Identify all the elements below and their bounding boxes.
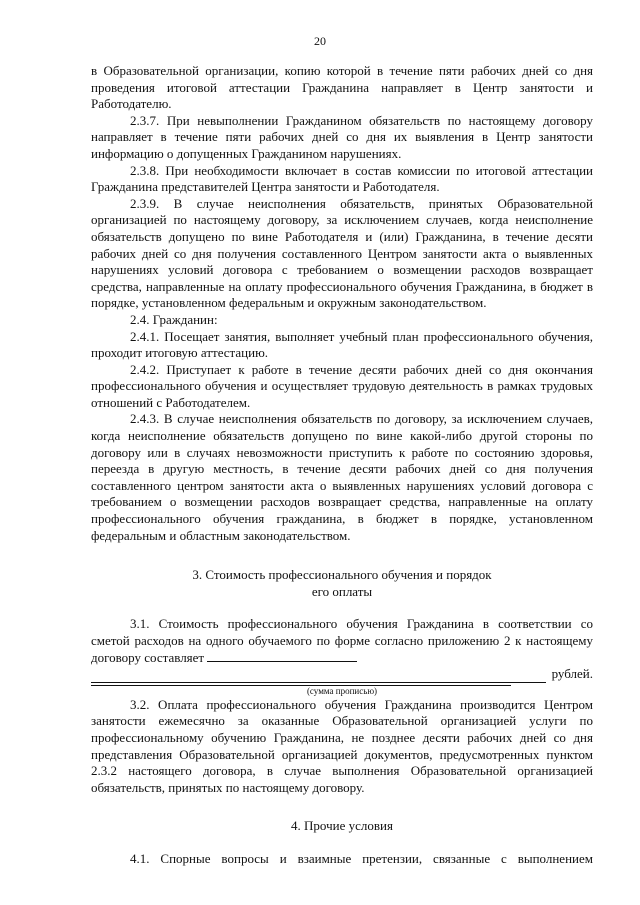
paragraph-4-1: 4.1. Спорные вопросы и взаимные претензии, связанные с выполнением	[130, 850, 593, 866]
currency-label: рублей.	[551, 666, 593, 682]
amount-field-line-2[interactable]	[91, 670, 546, 683]
document-body	[91, 63, 593, 868]
paragraph-2-3-6-continuation: в Образовательной организации, копию которой в течение пяти рабочих дней со дня проведения итоговой аттестации Гражданина направляет в Центр занятости и Работодателю.	[91, 63, 593, 112]
amount-field-line-1[interactable]	[207, 651, 357, 662]
paragraph-3-1-text-wrap	[91, 616, 593, 666]
paragraph-2-4-2: 2.4.2. Приступает к работе в течение десяти рабочих дней со дня окончания профессионального обучения и осуществляет трудовую деятельность в рамках трудовых отношений с Работодателем.	[91, 361, 593, 410]
paragraph-3-1	[91, 616, 593, 696]
amount-in-words-caption: (сумма прописью)	[306, 685, 378, 696]
paragraph-2-3-9: 2.3.9. В случае неисполнения обязательств, принятых Образовательной организацией по настоящему договору, за исключением случаев, когда неисполнение обязательств допущено по вине Работодателя и (или) Гражданина, в течение десяти рабочих дней со дня получения составленного Центром занятости акта о выявленных нарушениях условий договора с требованием о возмещении расходов возвращает средства, направленные на оплату профессионального обучения Гражданина, в бюджет в порядке, установленном федеральным и окружным законодательством.	[91, 195, 593, 311]
paragraph-2-4: 2.4. Гражданин:	[130, 311, 218, 327]
paragraph-2-3-7: 2.3.7. При невыполнении Гражданином обязательств по настоящему договору направляет в течение пяти рабочих дней со дня их выявления в Центр занятости информацию о допущенных Гражданином нарушениях.	[91, 112, 593, 161]
amount-field-row	[91, 666, 593, 683]
paragraph-2-4-1: 2.4.1. Посещает занятия, выполняет учебный план профессионального обучения, проходит итоговую аттестацию.	[91, 328, 593, 361]
paragraph-2-3-8: 2.3.8. При необходимости включает в состав комиссии по итоговой аттестации Гражданина представителей Центра занятости и Работодателя.	[91, 162, 593, 195]
paragraph-3-2: 3.2. Оплата профессионального обучения Гражданина производится Центром занятости ежемесячно за оказанные Образовательной организацией услуги по профессиональному обучению Гражданина, не позднее десяти рабочих дней со дня представления Образовательной организацией документов, предусмотренных пунктом 2.3.2 настоящего договора, в случае выполнения Образовательной организацией обязательств, принятых по настоящему договору.	[91, 696, 593, 795]
paragraph-2-4-3: 2.4.3. В случае неисполнения обязательств по договору, за исключением случаев, когда неисполнение обязательств допущено по вине какой-либо другой стороны по договору или в случаях невозможности приступить к работе по состоянию здоровья, переезда в другую местность, в течение десяти рабочих дней со дня получения составленного центром занятости акта о выявленных нарушениях условий договора с требованием о возмещении расходов возвращает средства, направленные на оплату профессионального обучения гражданина, в бюджет в порядке, установленном федеральным и областным законодательством.	[91, 411, 593, 543]
paragraph-3-1-text: 3.1. Стоимость профессионального обучения Гражданина в соответствии со сметой расходов на одного обучаемого по форме согласно приложению 2 к настоящему договору составляет	[91, 616, 593, 665]
section-4-heading: 4. Прочие условия	[291, 818, 393, 834]
section-3-heading-line-2: его оплаты	[311, 583, 373, 599]
section-3-heading-line-1: 3. Стоимость профессионального обучения и порядок	[192, 567, 492, 583]
page-number: 20	[314, 34, 326, 48]
